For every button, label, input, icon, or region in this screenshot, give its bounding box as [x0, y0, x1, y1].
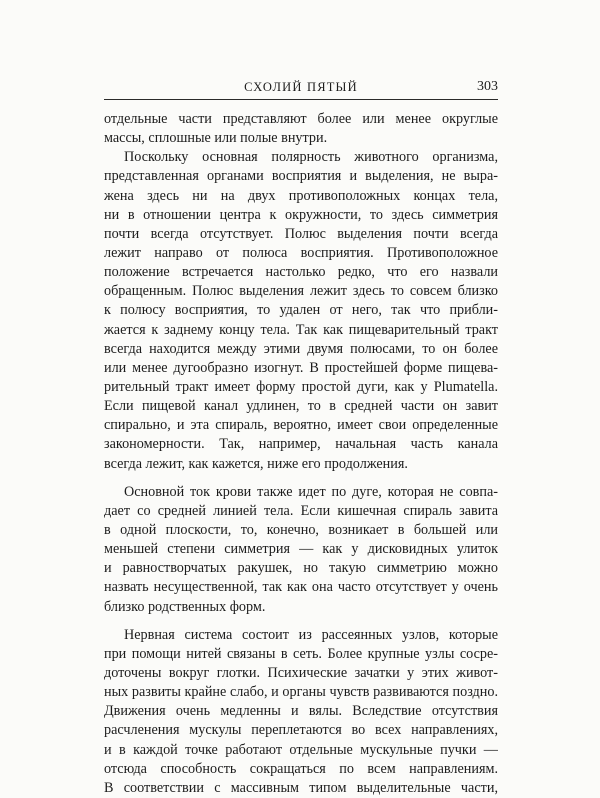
text-line: к полюсу восприятия, то удален от него, так что прибли-	[104, 302, 498, 319]
text-line: ных развиты крайне слабо, и органы чувств развиваются поздно.	[104, 684, 498, 701]
text-line: доточены вокруг глотки. Психические зачатки у этих живот-	[104, 664, 498, 681]
running-title: СХОЛИЙ ПЯТЫЙ	[244, 80, 358, 94]
page-number: 303	[477, 79, 498, 94]
text-line: лежит направо от полюса восприятия. Противоположное	[104, 244, 498, 261]
text-line: отдельные части представляют более или менее округлые	[104, 111, 498, 127]
text-line: спирально, и эта спираль, вероятно, имеет свои определенные	[104, 417, 498, 434]
text-line: Нервная система состоит из рассеянных узлов, которые	[124, 626, 498, 643]
header-rule	[104, 99, 498, 100]
paragraph	[104, 110, 498, 148]
text-line: закономерности. Так, например, начальная часть канала	[104, 436, 498, 453]
text-line: и в каждой точке работают отдельные мускульные пучки —	[104, 741, 498, 758]
body-text	[104, 110, 498, 798]
running-head	[104, 80, 498, 98]
text-line: рительный тракт имеет форму простой дуги, как у Plumatella.	[104, 378, 498, 395]
paragraph-gap	[104, 474, 498, 483]
text-line: и равностворчатых ракушек, но такую симметрию можно	[104, 560, 498, 577]
text-line: дает со средней линией тела. Если кишечная спираль завита	[104, 502, 498, 519]
text-line: жена здесь ни на двух противоположных концах тела,	[104, 187, 498, 204]
text-line: всегда находится между этими двумя полюсами, то он более	[104, 340, 498, 357]
text-line: положение встречается настолько редко, что его назвали	[104, 264, 498, 281]
text-line: при помощи нитей связаны в сеть. Более крупные узлы сосре-	[104, 645, 498, 662]
text-line: почти всегда отсутствует. Полюс выделения почти всегда	[104, 225, 498, 242]
text-line: отсюда способность сокращаться по всем направлениям.	[104, 760, 498, 777]
text-line: ни в отношении центра к окружности, то здесь симметрия	[104, 206, 498, 223]
text-line: или менее дугообразно изогнут. В простейшей форме пищева-	[104, 359, 498, 376]
text-line: близко родственных форм.	[104, 598, 266, 615]
text-line: обращенным. Полюс выделения лежит здесь то совсем близко	[104, 283, 498, 300]
text-line: массы, сплошные или полые внутри.	[104, 130, 328, 147]
text-line: Движения очень медленны и вялы. Вследствие отсутствия	[104, 703, 498, 720]
text-line: жается к заднему концу тела. Так как пищеварительный тракт	[104, 321, 498, 338]
text-line: Если пищевой канал удлинен, то в средней части он завит	[104, 398, 498, 415]
text-line: представленная органами восприятия и выделения, не выра-	[104, 168, 498, 185]
text-line: меньшей степени симметрия — как у дисковидных улиток	[104, 541, 498, 558]
text-line: в одной плоскости, то, конечно, возникает в большей или	[104, 521, 498, 538]
paragraph	[104, 148, 498, 473]
paragraph	[104, 626, 498, 798]
text-line: расчленения мускулы переплетаются во всех направлениях,	[104, 722, 498, 739]
text-line: всегда лежит, как кажется, ниже его продолжения.	[104, 455, 408, 472]
text-line: Поскольку основная полярность животного организма,	[124, 149, 498, 166]
paragraph	[104, 483, 498, 617]
text-line: Основной ток крови также идет по дуге, которая не совпа-	[124, 483, 498, 500]
text-line: назвать несущественной, так как она часто отсутствует у очень	[104, 579, 498, 596]
paragraph-gap	[104, 617, 498, 626]
text-line: В соответствии с массивным типом выделительные части,	[104, 779, 498, 796]
